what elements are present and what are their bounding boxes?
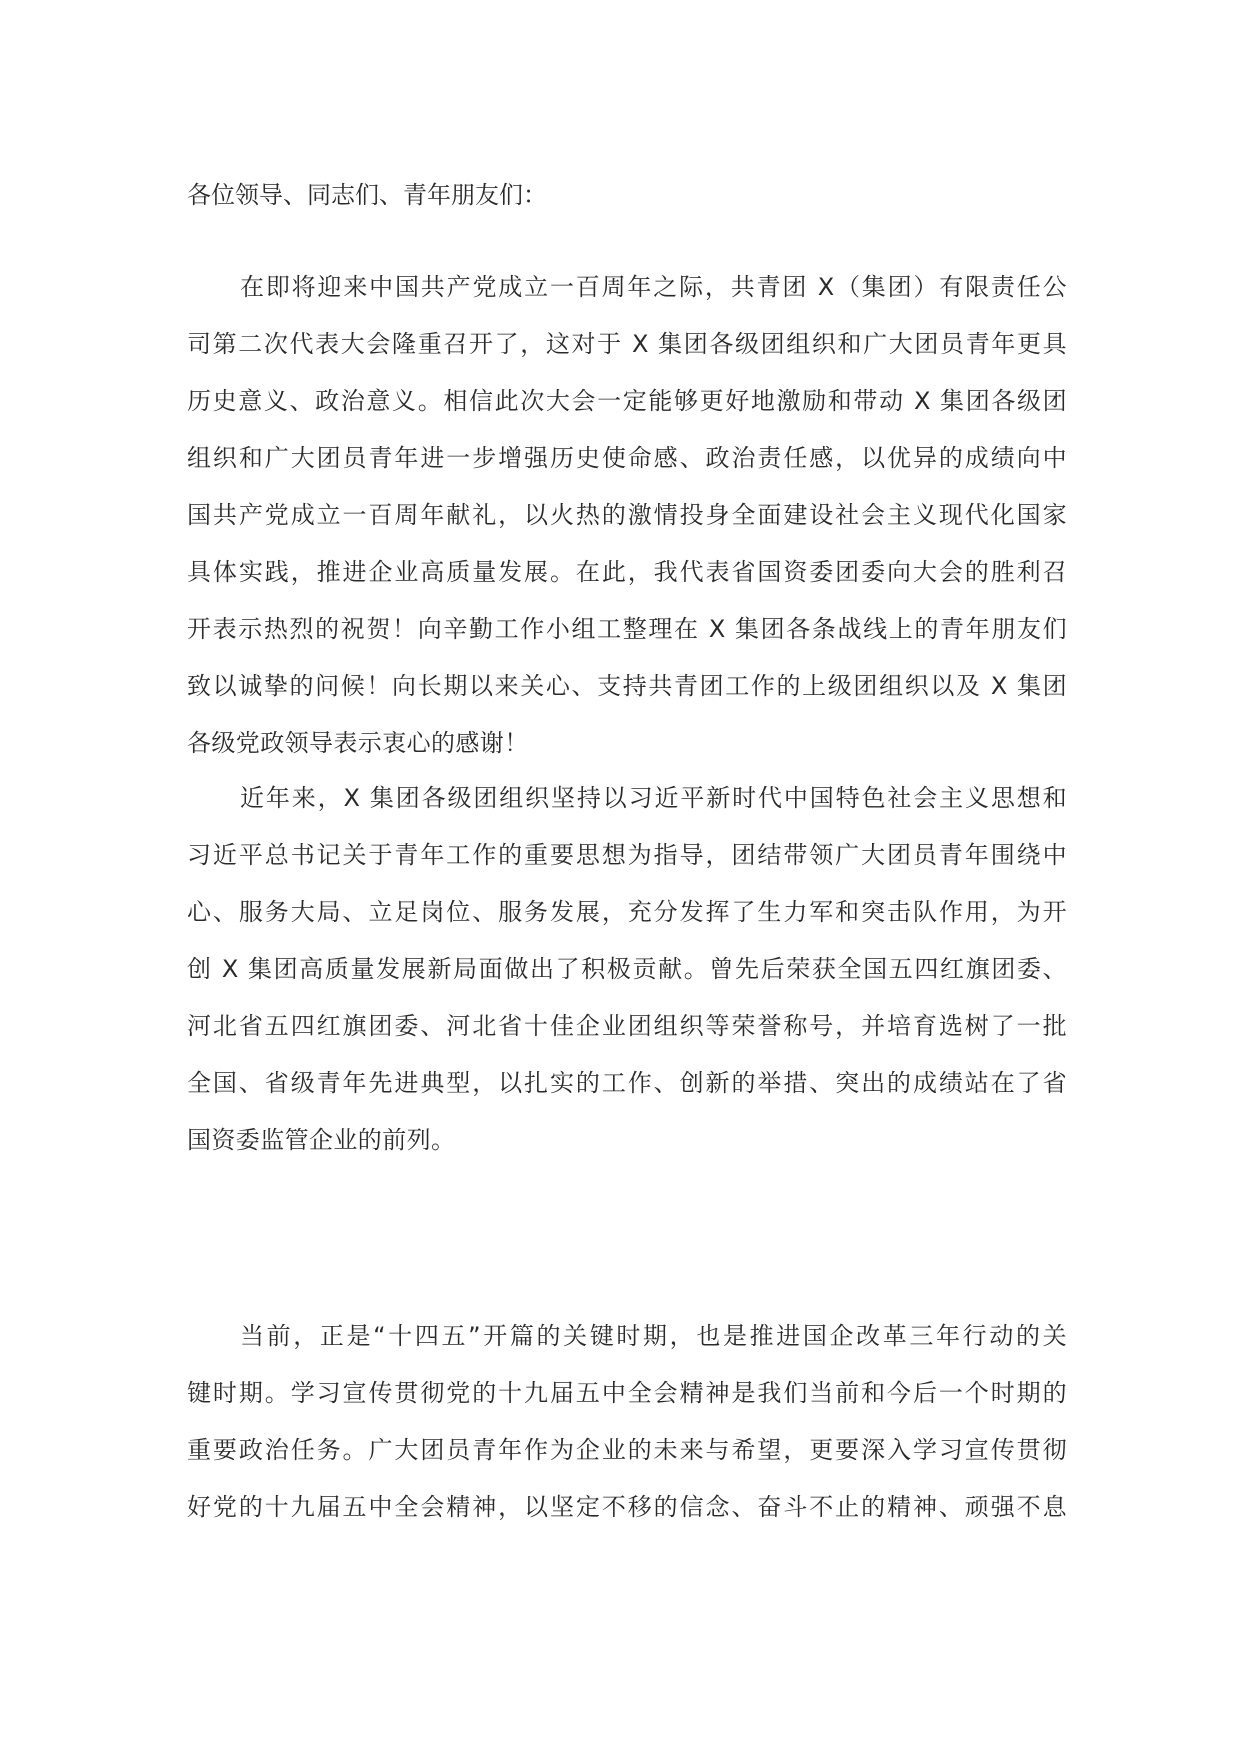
paragraph-1: [187, 259, 1067, 772]
paragraph-line: 键时期。学习宣传贯彻党的十九届五中全会精神是我们当前和今后一个时期的: [187, 1379, 1067, 1407]
paragraph-line: 重要政治任务。广大团员青年作为企业的未来与希望，更要深入学习宣传贯彻: [187, 1436, 1067, 1464]
paragraph-line: 历史意义、政治意义。相信此次大会一定能够更好地激励和带动 X 集团各级团: [187, 387, 1067, 415]
paragraph-line: 习近平总书记关于青年工作的重要思想为指导，团结带领广大团员青年围绕中: [187, 841, 1067, 869]
paragraph-line: 当前，正是“十四五”开篇的关键时期，也是推进国企改革三年行动的关: [240, 1322, 1067, 1350]
paragraph-line: 在即将迎来中国共产党成立一百周年之际，共青团 X（集团）有限责任公: [240, 273, 1067, 301]
paragraph-line: 具体实践，推进企业高质量发展。在此，我代表省国资委团委向大会的胜利召: [187, 558, 1067, 586]
paragraph-line: 创 X 集团高质量发展新局面做出了积极贡献。曾先后荣获全国五四红旗团委、: [187, 955, 1067, 983]
paragraph-line: 河北省五四红旗团委、河北省十佳企业团组织等荣誉称号，并培育选树了一批: [187, 1012, 1067, 1040]
paragraph-line: 近年来，X 集团各级团组织坚持以习近平新时代中国特色社会主义思想和: [240, 784, 1067, 812]
paragraph-line: 国资委监管企业的前列。: [187, 1126, 456, 1154]
paragraph-line: 全国、省级青年先进典型，以扎实的工作、创新的举措、突出的成绩站在了省: [187, 1069, 1067, 1097]
paragraph-line: 各级党政领导表示衷心的感谢！: [187, 729, 529, 757]
paragraph-3: [187, 1308, 1067, 1536]
paragraph-line: 开表示热烈的祝贺！向辛勤工作小组工整理在 X 集团各条战线上的青年朋友们: [187, 615, 1067, 643]
paragraph-line: 组织和广大团员青年进一步增强历史使命感、政治责任感，以优异的成绩向中: [187, 444, 1067, 472]
paragraph-line: 致以诚挚的问候！向长期以来关心、支持共青团工作的上级团组织以及 X 集团: [187, 672, 1067, 700]
paragraph-line: 好党的十九届五中全会精神，以坚定不移的信念、奋斗不止的精神、顽强不息: [187, 1493, 1067, 1521]
greeting: 各位领导、同志们、青年朋友们：: [187, 181, 547, 209]
paragraph-2: [187, 770, 1067, 1169]
paragraph-line: 司第二次代表大会隆重召开了，这对于 X 集团各级团组织和广大团员青年更具: [187, 330, 1067, 358]
paragraph-line: 国共产党成立一百周年献礼，以火热的激情投身全面建设社会主义现代化国家: [187, 501, 1067, 529]
paragraph-line: 心、服务大局、立足岗位、服务发展，充分发挥了生力军和突击队作用，为开: [187, 898, 1067, 926]
